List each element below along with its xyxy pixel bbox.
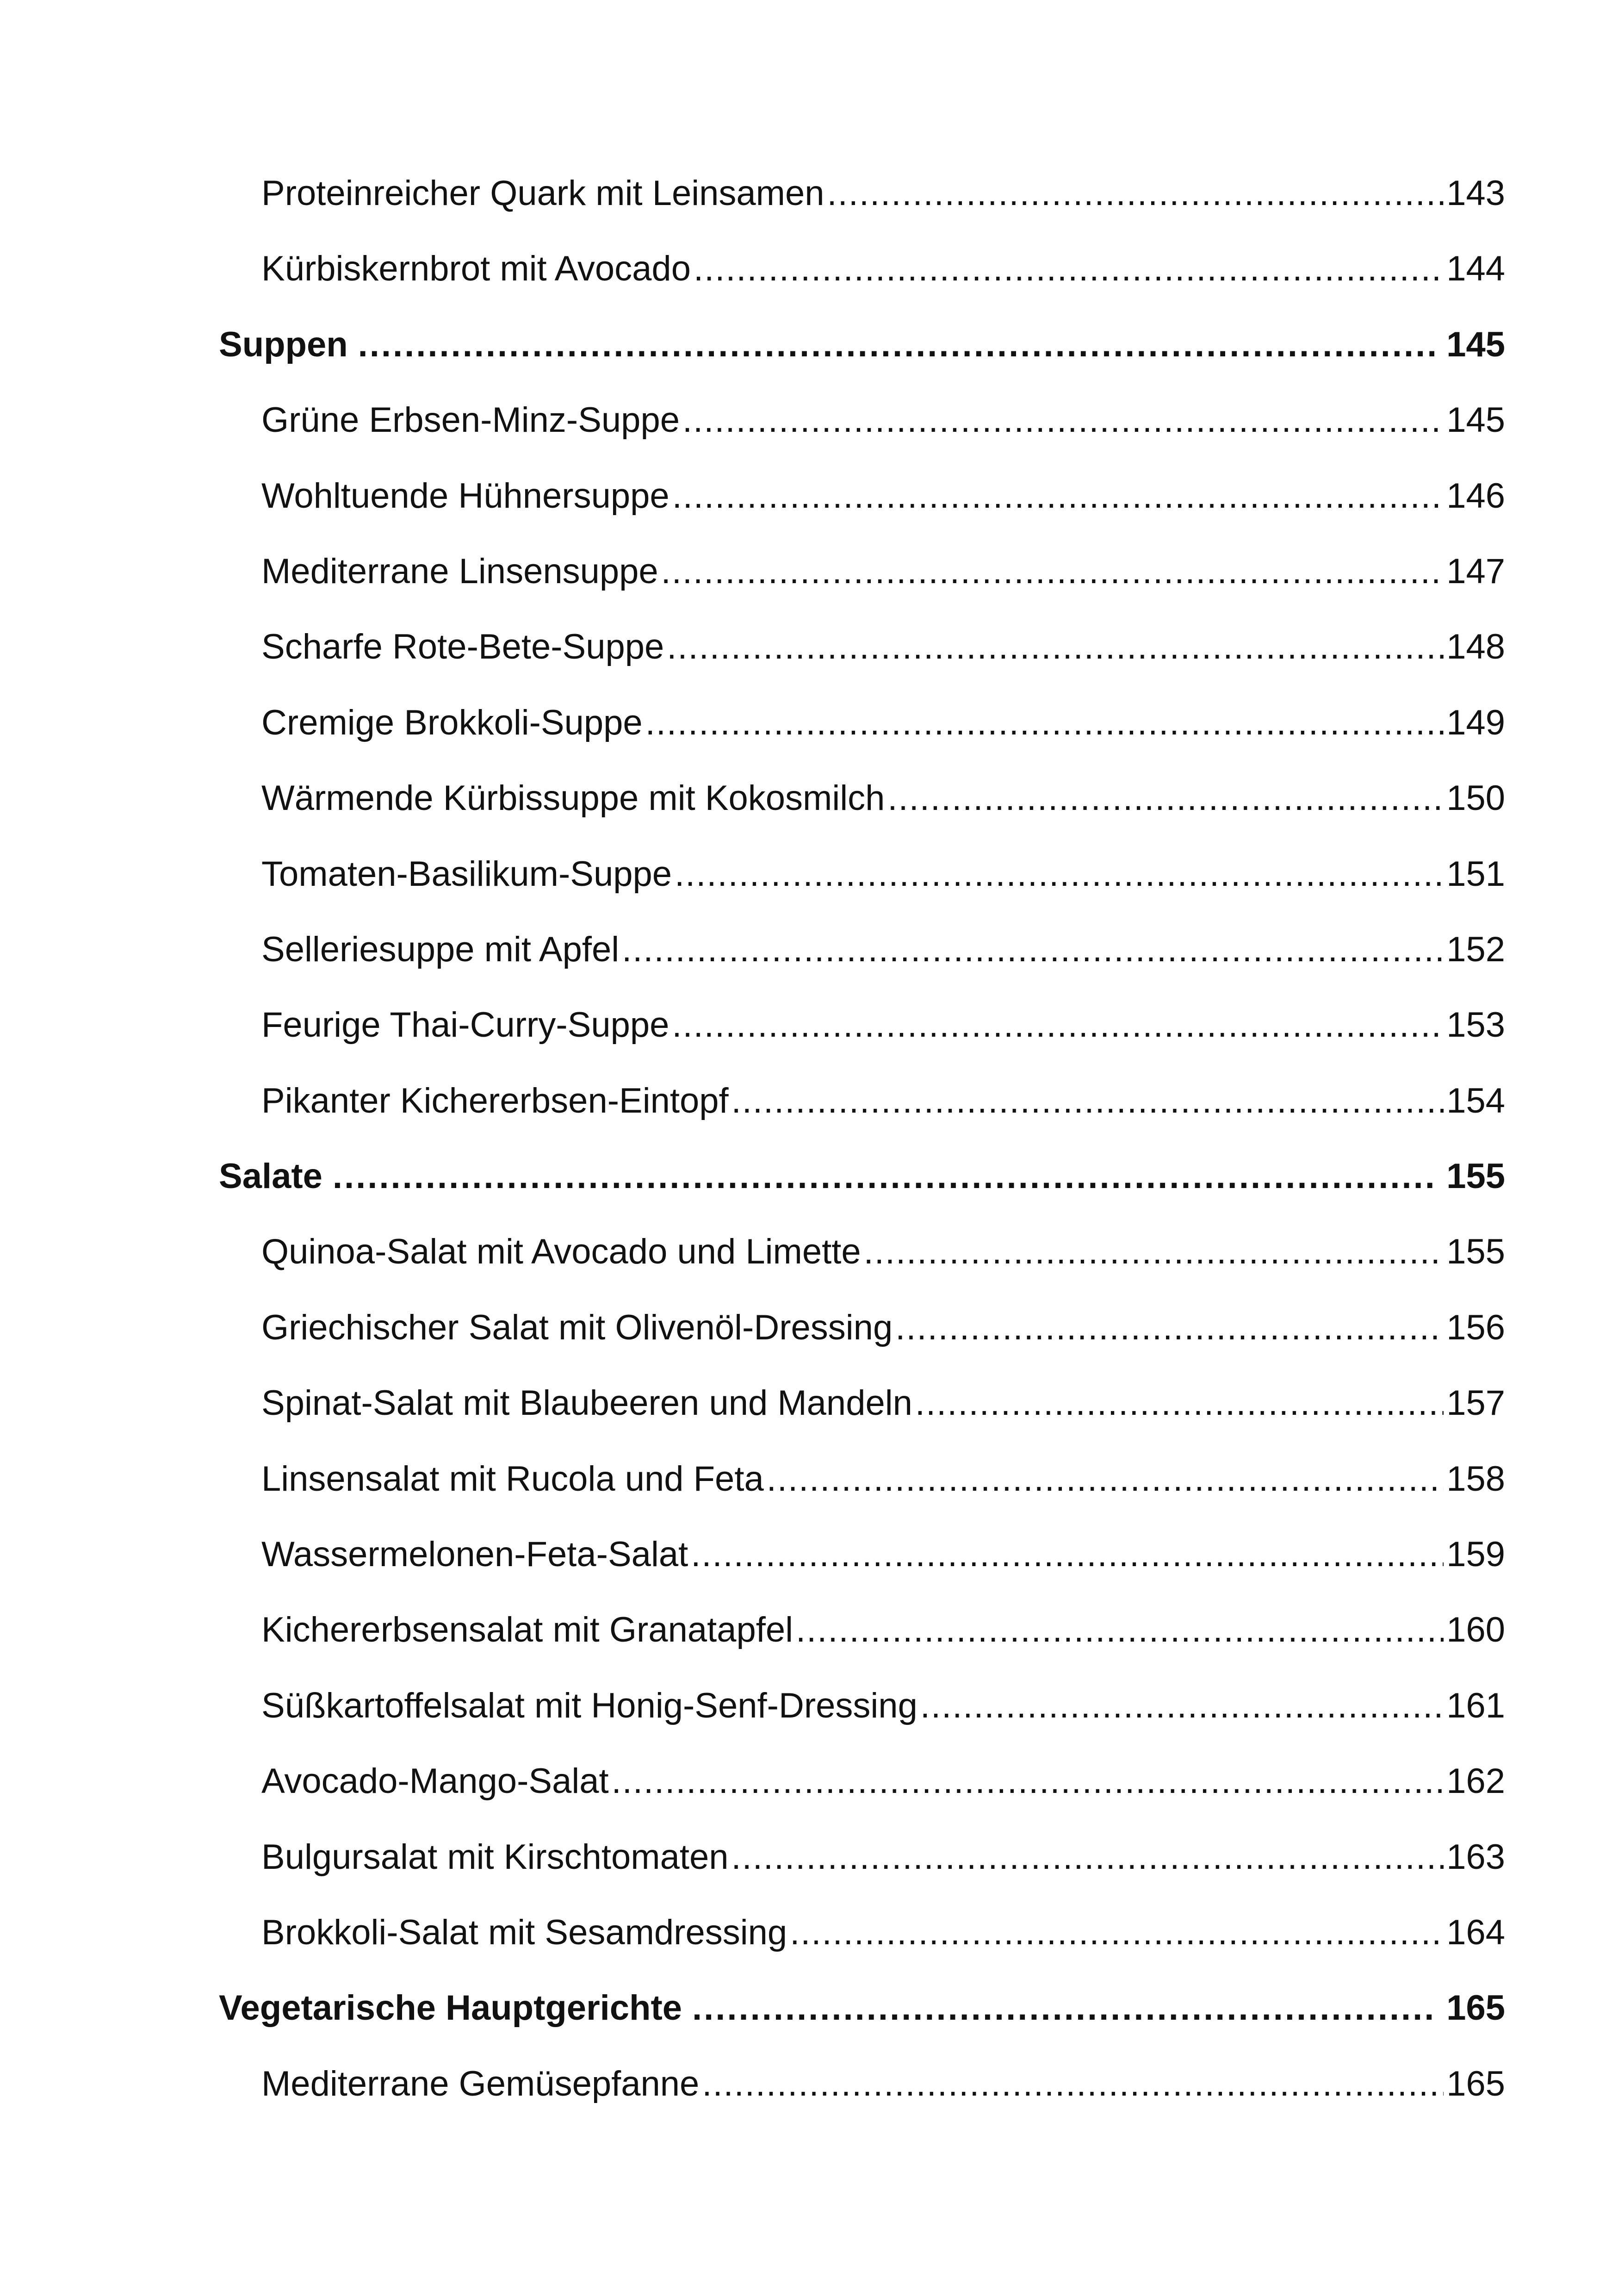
toc-page-number: 155 xyxy=(1446,1232,1505,1272)
toc-entry-row xyxy=(219,1592,1505,1668)
dot-leader xyxy=(694,231,1444,306)
toc-section-title: Suppen xyxy=(219,324,348,364)
toc-page-number: 147 xyxy=(1446,551,1505,591)
toc-entry-row xyxy=(219,1895,1505,1970)
toc-entry-title: Süßkartoffelsalat mit Honig-Senf-Dressing xyxy=(261,1686,917,1725)
toc-entry-title: Spinat-Salat mit Blaubeeren und Mandeln xyxy=(261,1383,912,1423)
toc-entry-row xyxy=(219,534,1505,609)
dot-leader xyxy=(672,458,1444,534)
dot-leader xyxy=(864,1214,1444,1289)
toc-page-number: 165 xyxy=(1446,2064,1505,2103)
dot-leader xyxy=(915,1365,1444,1441)
dot-leader xyxy=(790,1895,1444,1970)
toc-entry-row xyxy=(219,1063,1505,1139)
dot-leader xyxy=(661,534,1444,609)
dot-leader xyxy=(672,987,1444,1063)
toc-page-number: 145 xyxy=(1446,324,1505,364)
toc-entry-title: Scharfe Rote-Bete-Suppe xyxy=(261,627,664,667)
toc-section-title: Salate xyxy=(219,1157,322,1196)
toc-entry-title: Bulgursalat mit Kirschtomaten xyxy=(261,1837,729,1877)
toc-entry-row xyxy=(219,1743,1505,1819)
dot-leader xyxy=(732,1819,1444,1895)
toc-page-number: 158 xyxy=(1446,1459,1505,1499)
toc-entry-title: Wohltuende Hühnersuppe xyxy=(261,476,670,516)
dot-leader xyxy=(645,685,1444,760)
toc-section-row xyxy=(219,1139,1505,1214)
toc-page-number: 145 xyxy=(1446,400,1505,440)
table-of-contents xyxy=(219,156,1505,2122)
dot-leader xyxy=(333,1139,1434,1214)
toc-entry-row xyxy=(219,1290,1505,1365)
toc-entry-title: Griechischer Salat mit Olivenöl-Dressing xyxy=(261,1307,893,1347)
toc-entry-title: Wassermelonen-Feta-Salat xyxy=(261,1535,688,1574)
toc-entry-title: Selleriesuppe mit Apfel xyxy=(261,929,620,969)
toc-page-number: 165 xyxy=(1446,1988,1505,2028)
toc-entry-title: Wärmende Kürbissuppe mit Kokosmilch xyxy=(261,778,885,818)
dot-leader xyxy=(796,1592,1444,1668)
toc-page-number: 144 xyxy=(1446,249,1505,289)
toc-entry-row xyxy=(219,912,1505,987)
dot-leader xyxy=(767,1441,1444,1517)
toc-entry-row xyxy=(219,1214,1505,1289)
toc-entry-row xyxy=(219,1819,1505,1895)
toc-entry-row xyxy=(219,836,1505,912)
toc-page-number: 156 xyxy=(1446,1307,1505,1347)
toc-entry-title: Brokkoli-Salat mit Sesamdressing xyxy=(261,1912,787,1952)
toc-entry-row xyxy=(219,609,1505,684)
toc-entry-row xyxy=(219,1365,1505,1441)
toc-entry-row xyxy=(219,1441,1505,1517)
toc-page-number: 146 xyxy=(1446,476,1505,516)
toc-page-number: 149 xyxy=(1446,703,1505,742)
dot-leader xyxy=(667,609,1444,684)
toc-entry-row xyxy=(219,987,1505,1063)
toc-entry-title: Linsensalat mit Rucola und Feta xyxy=(261,1459,764,1499)
dot-leader xyxy=(691,1517,1444,1592)
toc-entry-title: Proteinreicher Quark mit Leinsamen xyxy=(261,174,824,213)
toc-page-number: 155 xyxy=(1446,1157,1505,1196)
toc-page-number: 164 xyxy=(1446,1912,1505,1952)
toc-page-number: 161 xyxy=(1446,1686,1505,1725)
toc-entry-row xyxy=(219,156,1505,231)
toc-entry-title: Kürbiskernbrot mit Avocado xyxy=(261,249,691,289)
dot-leader xyxy=(887,760,1444,836)
toc-entry-title: Feurige Thai-Curry-Suppe xyxy=(261,1005,670,1045)
toc-page-number: 157 xyxy=(1446,1383,1505,1423)
dot-leader xyxy=(827,156,1444,231)
toc-entry-title: Cremige Brokkoli-Suppe xyxy=(261,703,643,742)
toc-page-number: 153 xyxy=(1446,1005,1505,1045)
dot-leader xyxy=(920,1668,1444,1743)
toc-entry-row xyxy=(219,231,1505,306)
toc-entry-row xyxy=(219,382,1505,458)
toc-entry-title: Avocado-Mango-Salat xyxy=(261,1761,609,1801)
toc-entry-title: Grüne Erbsen-Minz-Suppe xyxy=(261,400,680,440)
toc-entry-row xyxy=(219,2046,1505,2122)
toc-section-row xyxy=(219,307,1505,382)
toc-page-number: 150 xyxy=(1446,778,1505,818)
toc-page-number: 148 xyxy=(1446,627,1505,667)
dot-leader xyxy=(622,912,1444,987)
dot-leader xyxy=(682,382,1444,458)
toc-entry-row xyxy=(219,458,1505,534)
toc-page-number: 152 xyxy=(1446,929,1505,969)
toc-section-row xyxy=(219,1970,1505,2046)
toc-section-title: Vegetarische Hauptgerichte xyxy=(219,1988,682,2028)
toc-page-number: 154 xyxy=(1446,1081,1505,1120)
toc-entry-title: Mediterrane Gemüsepfanne xyxy=(261,2064,700,2103)
dot-leader xyxy=(732,1063,1444,1139)
toc-page-number: 143 xyxy=(1446,174,1505,213)
dot-leader xyxy=(702,2046,1444,2122)
toc-page-number: 151 xyxy=(1446,854,1505,894)
toc-entry-title: Pikanter Kichererbsen-Eintopf xyxy=(261,1081,729,1120)
toc-entry-row xyxy=(219,685,1505,760)
dot-leader xyxy=(358,307,1435,382)
toc-entry-row xyxy=(219,1668,1505,1743)
toc-page-number: 160 xyxy=(1446,1610,1505,1650)
toc-entry-title: Quinoa-Salat mit Avocado und Limette xyxy=(261,1232,861,1272)
toc-entry-title: Mediterrane Linsensuppe xyxy=(261,551,658,591)
dot-leader xyxy=(692,1970,1434,2046)
dot-leader xyxy=(895,1290,1444,1365)
toc-entry-title: Tomaten-Basilikum-Suppe xyxy=(261,854,672,894)
toc-entry-row xyxy=(219,760,1505,836)
dot-leader xyxy=(675,836,1444,912)
dot-leader xyxy=(612,1743,1444,1819)
toc-page-number: 159 xyxy=(1446,1535,1505,1574)
toc-entry-row xyxy=(219,1517,1505,1592)
toc-page-number: 162 xyxy=(1446,1761,1505,1801)
toc-page-number: 163 xyxy=(1446,1837,1505,1877)
toc-entry-title: Kichererbsensalat mit Granatapfel xyxy=(261,1610,794,1650)
